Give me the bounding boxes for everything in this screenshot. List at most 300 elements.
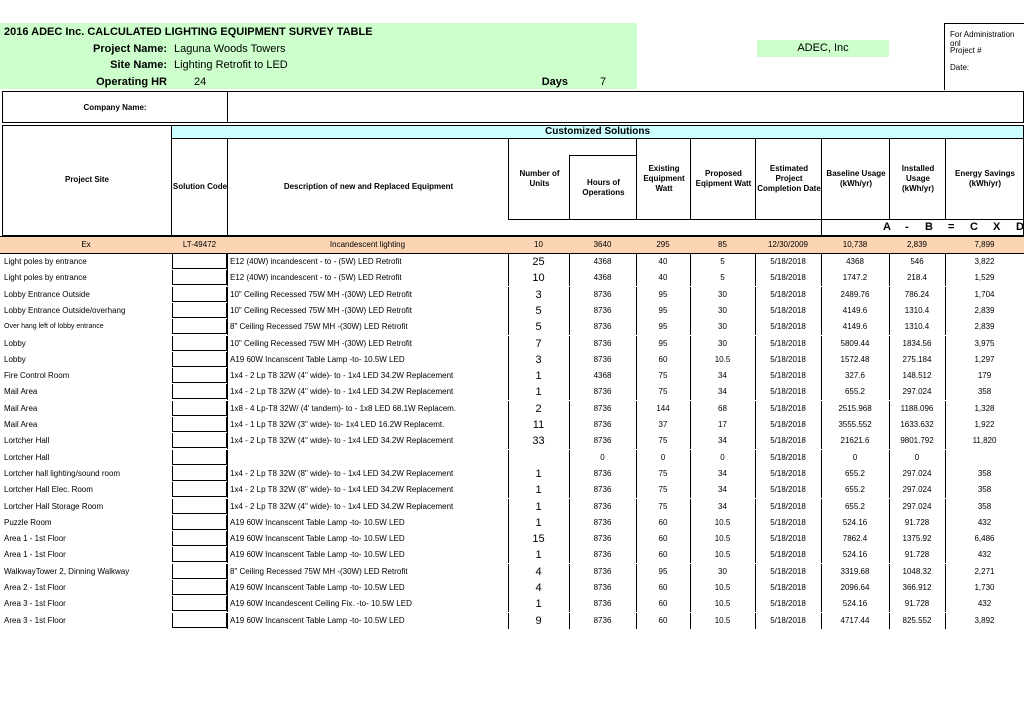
- cell-project-site: Over hang left of lobby entrance: [4, 323, 104, 331]
- cell-energy-savings: 3,975: [974, 338, 995, 348]
- table-row: [0, 270, 1024, 286]
- cell-solution-code: [172, 303, 227, 318]
- cell-existing-watt: 60: [658, 599, 668, 609]
- column-divider: [227, 596, 228, 612]
- cell-units: 1: [535, 386, 542, 399]
- cell-solution-code: [172, 547, 227, 562]
- column-divider: [227, 401, 228, 417]
- ex-date: 12/30/2009: [767, 240, 809, 249]
- col-existing-watt: Existing Equipment Watt: [636, 139, 691, 219]
- cell-description: 1x8 - 4 Lp-T8 32W/ (4' tandem)- to - 1x8 LED 68.1W Replacem.: [230, 403, 457, 413]
- cell-energy-savings: 1,297: [974, 354, 995, 364]
- cell-existing-watt: 75: [658, 387, 668, 397]
- cell-project-site: Area 2 - 1st Floor: [4, 583, 66, 592]
- column-divider: [227, 287, 228, 303]
- cell-proposed-watt: 10.5: [714, 354, 731, 364]
- column-divider: [227, 417, 228, 433]
- col-baseline-usage: Baseline Usage (kWh/yr): [821, 139, 890, 219]
- cell-project-site: Area 3 - 1st Floor: [4, 615, 66, 625]
- cell-existing-watt: 95: [658, 322, 668, 332]
- cell-proposed-watt: 10.5: [714, 599, 731, 609]
- cell-proposed-watt: 34: [718, 387, 727, 397]
- cell-installed-usage: 1310.4: [904, 322, 930, 332]
- cell-completion-date: 5/18/2018: [770, 371, 806, 381]
- cell-energy-savings: 2,839: [974, 322, 995, 332]
- cell-hours: 8736: [593, 583, 612, 592]
- admin-box: [944, 23, 1024, 90]
- cell-solution-code: [172, 450, 227, 465]
- cell-units: 3: [535, 288, 542, 301]
- cell-project-site: Lortcher Hall: [4, 436, 50, 446]
- cell-installed-usage: 91.728: [904, 550, 930, 560]
- cell-hours: 4368: [593, 257, 612, 266]
- col-project-site: Project Site: [64, 175, 109, 184]
- cell-description: 8" Ceiling Recessed 75W MH -(30W) LED Retrofit: [230, 566, 408, 576]
- table-row: [0, 450, 1024, 466]
- cell-installed-usage: 546: [910, 257, 924, 266]
- ex-existing: 295: [656, 240, 670, 249]
- customized-solutions-header: Customized Solutions: [171, 125, 1024, 139]
- operating-hr-value: 24: [194, 76, 207, 88]
- ex-baseline: 10,738: [842, 240, 868, 249]
- table-row: [0, 596, 1024, 612]
- cell-description: 1x4 - 2 Lp T8 32W (4" wide)- to - 1x4 LED 34.2W Replacement: [230, 387, 454, 397]
- cell-project-site: Lortcher Hall Storage Room: [4, 501, 104, 511]
- table-row: [0, 531, 1024, 547]
- cell-hours: 8736: [593, 338, 612, 348]
- cell-proposed-watt: 17: [718, 420, 727, 429]
- cell-energy-savings: 432: [977, 517, 992, 527]
- cell-description: E12 (40W) incandescent - to - (5W) LED Retrofit: [230, 257, 402, 266]
- operating-hr-label: Operating HR: [96, 76, 167, 88]
- ex-site: Ex: [81, 240, 91, 249]
- column-divider: [227, 384, 228, 400]
- cell-units: [508, 450, 569, 466]
- cell-units: 1: [535, 516, 542, 529]
- cell-installed-usage: 1375.92: [902, 534, 932, 544]
- cell-proposed-watt: 10.5: [714, 534, 731, 544]
- cell-installed-usage: 366.912: [902, 583, 932, 592]
- cell-proposed-watt: 30: [718, 566, 727, 576]
- cell-completion-date: 5/18/2018: [770, 534, 806, 544]
- table-row: [0, 515, 1024, 531]
- cell-energy-savings: 2,839: [974, 305, 995, 315]
- cell-solution-code: [172, 515, 227, 530]
- cell-existing-watt: 60: [658, 534, 668, 544]
- cell-proposed-watt: 34: [718, 436, 727, 446]
- cell-existing-watt: 40: [658, 273, 668, 283]
- cell-project-site: Lobby: [4, 338, 26, 348]
- cell-baseline-usage: 5809.44: [840, 338, 870, 348]
- col-hours: Hours of Operations: [569, 155, 637, 219]
- cell-energy-savings: 358: [977, 485, 992, 495]
- cell-completion-date: 5/18/2018: [770, 583, 806, 592]
- cell-solution-code: [172, 531, 227, 546]
- site-name-value: Lighting Retrofit to LED: [174, 59, 288, 71]
- cell-energy-savings: 179: [977, 371, 992, 381]
- ex-units: 10: [534, 240, 543, 249]
- project-number-label: Project #: [950, 46, 982, 55]
- table-row: [0, 352, 1024, 368]
- cell-description: 10" Ceiling Recessed 75W MH -(30W) LED Retrofit: [230, 338, 413, 348]
- cell-energy-savings: 1,328: [974, 403, 995, 413]
- formula-c: C: [970, 221, 978, 233]
- cell-existing-watt: 40: [658, 257, 668, 266]
- cell-baseline-usage: 655.2: [844, 485, 866, 495]
- table-row: [0, 547, 1024, 563]
- cell-completion-date: 5/18/2018: [770, 289, 806, 299]
- cell-hours: 8736: [593, 468, 612, 478]
- cell-proposed-watt: 10.5: [714, 615, 731, 625]
- cell-description: 1x4 - 2 Lp T8 32W (4" wide)- to - 1x4 LED 34.2W Replacement: [230, 501, 454, 511]
- cell-baseline-usage: 524.16: [842, 599, 868, 609]
- cell-description: 8" Ceiling Recessed 75W MH -(30W) LED Retrofit: [230, 322, 408, 332]
- cell-solution-code: [172, 433, 227, 448]
- cell-installed-usage: 825.552: [902, 615, 932, 625]
- cell-units: 1: [535, 484, 542, 497]
- cell-baseline-usage: 524.16: [842, 517, 868, 527]
- table-row: [0, 564, 1024, 580]
- cell-installed-usage: 1834.56: [902, 338, 932, 348]
- company-name-label: Company Name:: [3, 92, 228, 122]
- table-row: [0, 613, 1024, 629]
- cell-proposed-watt: 30: [718, 338, 727, 348]
- column-divider: [227, 352, 228, 368]
- cell-existing-watt: 75: [658, 468, 668, 478]
- col-energy-savings: Energy Savings (kWh/yr): [945, 139, 1024, 219]
- table-row: [0, 303, 1024, 319]
- cell-energy-savings: 358: [977, 468, 992, 478]
- column-divider: [227, 270, 228, 286]
- cell-hours: 0: [600, 452, 605, 462]
- col-units: Number of Units: [508, 139, 570, 219]
- cell-description: 1x4 - 2 Lp T8 32W (8" wide)- to - 1x4 LED 34.2W Replacement: [230, 468, 454, 478]
- col-solution-code: Solution Code: [171, 139, 228, 235]
- cell-completion-date: 5/18/2018: [770, 517, 806, 527]
- cell-existing-watt: 75: [658, 485, 668, 495]
- cell-installed-usage: 1633.632: [900, 420, 934, 429]
- column-divider: [227, 319, 228, 335]
- cell-existing-watt: 60: [658, 550, 668, 560]
- cell-units: 1: [535, 467, 542, 480]
- cell-project-site: Lortcher hall lighting/sound room: [4, 468, 121, 478]
- cell-proposed-watt: 30: [718, 322, 727, 332]
- table-row: [0, 384, 1024, 400]
- cell-existing-watt: 95: [658, 305, 668, 315]
- cell-units: 1: [535, 500, 542, 513]
- cell-installed-usage: 0: [914, 452, 920, 462]
- cell-existing-watt: 144: [656, 403, 670, 413]
- cell-solution-code: [172, 287, 227, 302]
- cell-energy-savings: 6,486: [974, 534, 995, 544]
- cell-units: 11: [532, 419, 545, 431]
- cell-project-site: Area 1 - 1st Floor: [4, 550, 66, 560]
- cell-completion-date: 5/18/2018: [770, 322, 806, 332]
- cell-completion-date: 5/18/2018: [770, 615, 806, 625]
- cell-energy-savings: 11,820: [972, 436, 997, 446]
- cell-proposed-watt: 30: [718, 305, 727, 315]
- cell-existing-watt: 37: [658, 420, 668, 429]
- cell-description: A19 60W Incandescent Ceiling Fix. -to- 10.5W LED: [230, 599, 412, 609]
- cell-installed-usage: 297.024: [902, 485, 932, 495]
- cell-existing-watt: 75: [658, 501, 668, 511]
- column-divider: [227, 303, 228, 319]
- cell-completion-date: 5/18/2018: [770, 338, 806, 348]
- cell-solution-code: [172, 499, 227, 514]
- cell-proposed-watt: 34: [718, 501, 727, 511]
- cell-baseline-usage: 655.2: [844, 501, 866, 511]
- table-row: [0, 336, 1024, 352]
- cell-hours: 4368: [593, 273, 612, 283]
- ex-hours: 3640: [593, 240, 612, 249]
- cell-energy-savings: 432: [977, 550, 992, 560]
- cell-existing-watt: 75: [658, 436, 668, 446]
- cell-units: 7: [535, 337, 542, 350]
- cell-description: 1x4 - 2 Lp T8 32W (4" wide)- to - 1x4 LED 34.2W Replacement: [230, 436, 454, 446]
- cell-solution-code: [172, 270, 227, 285]
- column-divider: [227, 515, 228, 531]
- cell-installed-usage: 275.184: [902, 354, 932, 364]
- cell-units: 4: [535, 565, 542, 578]
- page-title: 2016 ADEC Inc. CALCULATED LIGHTING EQUIPMENT SURVEY TABLE: [4, 26, 373, 38]
- cell-installed-usage: 1188.096: [900, 403, 934, 413]
- cell-units: 33: [532, 435, 545, 448]
- column-divider: [227, 531, 228, 547]
- company-badge: ADEC, Inc: [757, 40, 889, 57]
- cell-energy-savings: 3,822: [974, 257, 995, 266]
- ex-code: LT-49472: [182, 240, 217, 249]
- formula-d: D: [1016, 221, 1024, 233]
- cell-hours: 8736: [593, 354, 612, 364]
- cell-units: 9: [535, 614, 542, 627]
- cell-completion-date: 5/18/2018: [770, 550, 806, 560]
- cell-project-site: Puzzle Room: [4, 517, 52, 527]
- cell-solution-code: [172, 254, 227, 269]
- column-divider: [227, 336, 228, 352]
- cell-project-site: Lortcher Hall: [4, 452, 50, 462]
- cell-baseline-usage: 3555.552: [838, 420, 872, 429]
- cell-proposed-watt: 5: [720, 257, 725, 266]
- cell-project-site: Area 1 - 1st Floor: [4, 534, 66, 544]
- cell-hours: 8736: [593, 436, 612, 446]
- cell-description: 1x4 - 2 Lp T8 32W (4" wide)- to - 1x4 LED 34.2W Replacement: [230, 371, 454, 381]
- cell-hours: 8736: [593, 517, 612, 527]
- cell-existing-watt: 60: [658, 517, 668, 527]
- cell-hours: 8736: [593, 322, 612, 332]
- cell-installed-usage: 786.24: [904, 289, 930, 299]
- cell-hours: 8736: [593, 403, 612, 413]
- cell-description: 1x4 - 1 Lp T8 32W (3" wide)- to- 1x4 LED 16.2W Replacemt.: [230, 420, 445, 429]
- table-row: [0, 287, 1024, 303]
- cell-baseline-usage: 0: [852, 452, 858, 462]
- cell-description: A19 60W Incanscent Table Lamp -to- 10.5W LED: [230, 550, 405, 560]
- cell-completion-date: 5/18/2018: [770, 485, 806, 495]
- cell-completion-date: 5/18/2018: [770, 403, 806, 413]
- project-name-label: Project Name:: [93, 43, 167, 55]
- cell-solution-code: [172, 482, 227, 497]
- cell-completion-date: 5/18/2018: [770, 468, 806, 478]
- cell-hours: 4368: [593, 371, 612, 381]
- cell-completion-date: 5/18/2018: [770, 452, 806, 462]
- cell-existing-watt: 95: [658, 289, 668, 299]
- cell-energy-savings: 3,892: [974, 615, 995, 625]
- cell-hours: 8736: [593, 599, 612, 609]
- cell-description: A19 60W Incanscent Table Lamp -to- 10.5W LED: [230, 517, 405, 527]
- cell-units: 5: [535, 304, 542, 317]
- column-divider: [227, 482, 228, 498]
- cell-project-site: Area 3 - 1st Floor: [4, 599, 66, 609]
- formula-eq: =: [948, 221, 955, 233]
- cell-proposed-watt: 5: [720, 273, 725, 283]
- cell-installed-usage: 218.4: [906, 273, 928, 283]
- cell-units: 2: [535, 402, 542, 415]
- cell-project-site: Lortcher Hall Elec. Room: [4, 485, 93, 495]
- column-divider: [227, 450, 228, 466]
- cell-units: 3: [535, 353, 542, 366]
- cell-energy-savings: 1,704: [974, 289, 995, 299]
- cell-baseline-usage: 655.2: [844, 468, 866, 478]
- column-divider: [227, 564, 228, 580]
- cell-description: E12 (40W) incandescent - to - (5W) LED Retrofit: [230, 273, 402, 283]
- cell-energy-savings: 432: [977, 599, 992, 609]
- cell-solution-code: [172, 368, 227, 383]
- cell-solution-code: [172, 352, 227, 367]
- cell-completion-date: 5/18/2018: [770, 387, 806, 397]
- cell-proposed-watt: 30: [718, 289, 727, 299]
- example-row: [0, 236, 1024, 254]
- cell-hours: 8736: [593, 550, 612, 560]
- cell-energy-savings: 1,730: [974, 583, 995, 592]
- cell-installed-usage: 1048.32: [902, 566, 932, 576]
- ex-proposed: 85: [718, 240, 727, 249]
- cell-units: 1: [535, 370, 542, 383]
- column-divider: [227, 466, 228, 482]
- col-description: Description of new and Replaced Equipment: [227, 139, 509, 235]
- cell-description: A19 60W Incanscent Table Lamp -to- 10.5W LED: [230, 583, 405, 592]
- cell-project-site: Light poles by entrance: [4, 273, 87, 283]
- cell-description: [230, 450, 510, 466]
- cell-completion-date: 5/18/2018: [770, 354, 806, 364]
- cell-energy-savings: 358: [977, 501, 992, 511]
- cell-units: 15: [532, 533, 545, 546]
- cell-existing-watt: 60: [658, 583, 668, 592]
- cell-hours: 8736: [593, 289, 612, 299]
- cell-units: 25: [532, 256, 545, 268]
- ex-installed: 2,839: [906, 240, 928, 249]
- cell-units: 1: [535, 598, 542, 611]
- cell-baseline-usage: 4368: [846, 257, 864, 266]
- days-label: Days: [541, 76, 568, 88]
- cell-units: 4: [535, 582, 542, 594]
- cell-hours: 8736: [593, 566, 612, 576]
- formula-x: X: [993, 221, 1001, 233]
- cell-completion-date: 5/18/2018: [770, 273, 806, 283]
- cell-solution-code: [172, 580, 227, 595]
- cell-proposed-watt: 34: [718, 485, 727, 495]
- column-divider: [227, 368, 228, 384]
- cell-description: 10" Ceiling Recessed 75W MH -(30W) LED Retrofit: [230, 289, 413, 299]
- cell-hours: 8736: [593, 501, 612, 511]
- column-divider: [227, 580, 228, 596]
- table-row: [0, 433, 1024, 449]
- company-name-row: [2, 91, 1024, 123]
- table-row: [0, 466, 1024, 482]
- project-name-value: Laguna Woods Towers: [174, 43, 286, 55]
- cell-energy-savings: 1,922: [974, 420, 995, 429]
- cell-installed-usage: 1310.4: [904, 305, 930, 315]
- cell-proposed-watt: 10.5: [714, 583, 731, 592]
- cell-solution-code: [172, 613, 227, 628]
- cell-baseline-usage: 2515.968: [838, 403, 872, 413]
- formula-a: A: [883, 221, 891, 233]
- cell-baseline-usage: 3319.68: [840, 566, 870, 576]
- cell-hours: 8736: [593, 615, 612, 625]
- cell-baseline-usage: 524.16: [842, 550, 868, 560]
- cell-project-site: Lobby Entrance Outside/overhang: [4, 305, 126, 315]
- cell-hours: 8736: [593, 305, 612, 315]
- cell-project-site: Lobby Entrance Outside: [4, 289, 90, 299]
- ex-savings: 7,899: [974, 240, 995, 249]
- cell-project-site: Fire Control Room: [4, 371, 70, 381]
- cell-description: A19 60W Incanscent Table Lamp -to- 10.5W LED: [230, 534, 405, 544]
- table-row: [0, 254, 1024, 270]
- cell-completion-date: 5/18/2018: [770, 436, 806, 446]
- cell-energy-savings: 1,529: [974, 273, 995, 283]
- cell-project-site: Mail Area: [4, 420, 38, 429]
- formula-b: B: [925, 221, 933, 233]
- cell-installed-usage: 91.728: [904, 599, 930, 609]
- cell-completion-date: 5/18/2018: [770, 566, 806, 576]
- cell-completion-date: 5/18/2018: [770, 257, 806, 266]
- table-row: [0, 319, 1024, 335]
- cell-solution-code: [172, 596, 227, 611]
- cell-existing-watt: 60: [658, 615, 668, 625]
- cell-completion-date: 5/18/2018: [770, 501, 806, 511]
- cell-hours: 8736: [593, 420, 612, 429]
- cell-solution-code: [172, 384, 227, 399]
- cell-proposed-watt: 10.5: [714, 517, 731, 527]
- cell-baseline-usage: 1572.48: [840, 354, 870, 364]
- cell-proposed-watt: 0: [720, 452, 725, 462]
- cell-solution-code: [172, 401, 227, 416]
- cell-project-site: WalkwayTower 2, Dinning Walkway: [4, 566, 130, 576]
- column-divider: [227, 547, 228, 563]
- cell-project-site: Lobby: [4, 354, 26, 364]
- cell-existing-watt: 0: [660, 452, 666, 462]
- table-row: [0, 482, 1024, 498]
- cell-completion-date: 5/18/2018: [770, 305, 806, 315]
- col-proposed-watt: Proposed Eqipment Watt: [690, 139, 756, 219]
- cell-solution-code: [172, 319, 227, 334]
- cell-solution-code: [172, 564, 227, 579]
- cell-hours: 8736: [593, 485, 612, 495]
- cell-proposed-watt: 34: [718, 468, 727, 478]
- cell-solution-code: [172, 466, 227, 481]
- cell-existing-watt: 95: [658, 338, 668, 348]
- ex-desc: Incandescent lighting: [329, 240, 406, 249]
- cell-energy-savings: 2,271: [974, 566, 995, 576]
- column-divider: [227, 254, 228, 270]
- cell-description: 10" Ceiling Recessed 75W MH -(30W) LED Retrofit: [230, 305, 413, 315]
- column-divider: [227, 433, 228, 449]
- days-value: 7: [600, 76, 607, 88]
- table-row: [0, 499, 1024, 515]
- cell-installed-usage: 297.024: [902, 387, 932, 397]
- cell-completion-date: 5/18/2018: [770, 420, 806, 429]
- cell-project-site: Mail Area: [4, 387, 38, 397]
- cell-proposed-watt: 68: [718, 403, 727, 413]
- cell-installed-usage: 297.024: [902, 468, 932, 478]
